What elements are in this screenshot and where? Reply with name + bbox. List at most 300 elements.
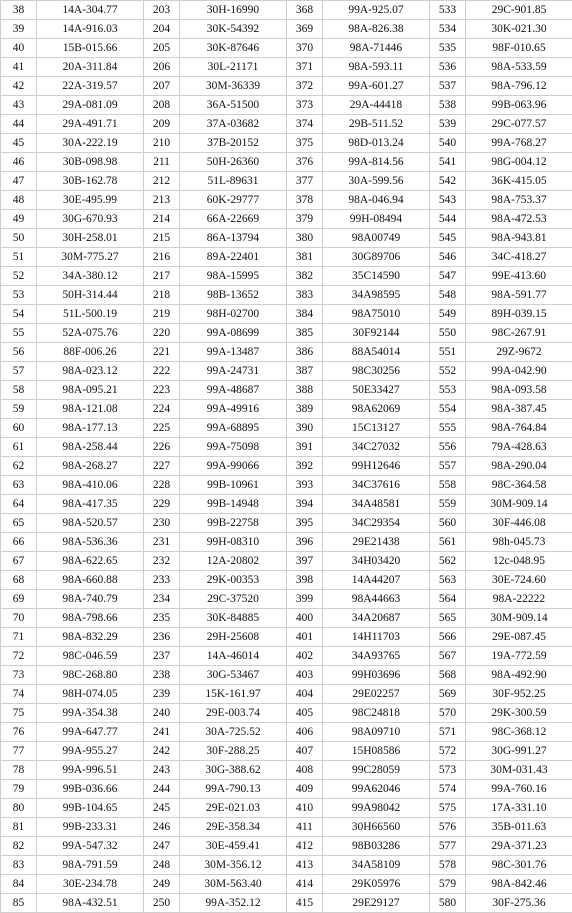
index-cell: 218 (144, 286, 180, 305)
plate-cell: 30K-021.30 (466, 20, 572, 39)
plate-cell: 30B-162.78 (37, 172, 144, 191)
plate-cell: 98A-093.58 (466, 381, 572, 400)
index-cell: 368 (287, 1, 323, 20)
index-cell: 52 (1, 267, 37, 286)
index-cell: 537 (430, 77, 466, 96)
plate-cell: 35B-011.63 (466, 818, 572, 837)
plate-cell: 99A-354.38 (37, 704, 144, 723)
index-cell: 549 (430, 305, 466, 324)
index-cell: 62 (1, 457, 37, 476)
plate-cell: 98A-268.27 (37, 457, 144, 476)
plate-cell: 89H-039.15 (466, 305, 572, 324)
index-cell: 240 (144, 704, 180, 723)
table-row (1, 381, 572, 400)
index-cell: 41 (1, 58, 37, 77)
index-cell: 375 (287, 134, 323, 153)
index-cell: 226 (144, 438, 180, 457)
index-cell: 398 (287, 571, 323, 590)
plate-cell: 89A-22401 (180, 248, 287, 267)
index-cell: 232 (144, 552, 180, 571)
plate-cell: 14A-46014 (180, 647, 287, 666)
plate-cell: 30E-495.99 (37, 191, 144, 210)
index-cell: 42 (1, 77, 37, 96)
plate-cell: 98A-591.77 (466, 286, 572, 305)
plate-cell: 30K-54392 (180, 20, 287, 39)
table-row (1, 210, 572, 229)
plate-cell: 30M-031.43 (466, 761, 572, 780)
index-cell: 385 (287, 324, 323, 343)
plate-cell: 30F-952.25 (466, 685, 572, 704)
plate-cell: 15C13127 (323, 419, 430, 438)
plate-cell: 98C-364.58 (466, 476, 572, 495)
index-cell: 80 (1, 799, 37, 818)
plate-cell: 98A-023.12 (37, 362, 144, 381)
table-row (1, 533, 572, 552)
table-row (1, 742, 572, 761)
table-row (1, 590, 572, 609)
plate-cell: 98A-258.44 (37, 438, 144, 457)
plate-cell: 15K-161.97 (180, 685, 287, 704)
table-row (1, 77, 572, 96)
table-row (1, 115, 572, 134)
index-cell: 235 (144, 609, 180, 628)
table-row (1, 837, 572, 856)
plate-cell: 50H-314.44 (37, 286, 144, 305)
index-cell: 401 (287, 628, 323, 647)
plate-cell: 12c-048.95 (466, 552, 572, 571)
plate-cell: 99H12646 (323, 457, 430, 476)
table-row (1, 552, 572, 571)
index-cell: 556 (430, 438, 466, 457)
plate-cell: 30M-909.14 (466, 609, 572, 628)
index-cell: 540 (430, 134, 466, 153)
index-cell: 233 (144, 571, 180, 590)
plate-cell: 98D-013.24 (323, 134, 430, 153)
index-cell: 222 (144, 362, 180, 381)
plate-cell: 99B-14948 (180, 495, 287, 514)
table-row (1, 20, 572, 39)
index-cell: 79 (1, 780, 37, 799)
table-row (1, 761, 572, 780)
plate-cell: 98B03286 (323, 837, 430, 856)
index-cell: 563 (430, 571, 466, 590)
index-cell: 576 (430, 818, 466, 837)
plate-cell: 99A-547.32 (37, 837, 144, 856)
plate-cell: 29C-901.85 (466, 1, 572, 20)
plate-cell: 34A58109 (323, 856, 430, 875)
plate-cell: 99A-08699 (180, 324, 287, 343)
plate-cell: 14A-304.77 (37, 1, 144, 20)
index-cell: 229 (144, 495, 180, 514)
index-cell: 566 (430, 628, 466, 647)
index-cell: 234 (144, 590, 180, 609)
index-cell: 376 (287, 153, 323, 172)
index-cell: 81 (1, 818, 37, 837)
plate-cell: 98A-791.59 (37, 856, 144, 875)
plate-cell: 99A-996.51 (37, 761, 144, 780)
index-cell: 210 (144, 134, 180, 153)
plate-cell: 98A-417.35 (37, 495, 144, 514)
index-cell: 74 (1, 685, 37, 704)
index-cell: 557 (430, 457, 466, 476)
plate-cell: 98A-842.46 (466, 875, 572, 894)
plate-cell: 99A-75098 (180, 438, 287, 457)
index-cell: 391 (287, 438, 323, 457)
index-cell: 64 (1, 495, 37, 514)
index-cell: 539 (430, 115, 466, 134)
table-row (1, 324, 572, 343)
plate-cell: 98A09710 (323, 723, 430, 742)
index-cell: 547 (430, 267, 466, 286)
plate-cell: 34C37616 (323, 476, 430, 495)
plate-cell: 30A-222.19 (37, 134, 144, 153)
plate-cell: 98A-740.79 (37, 590, 144, 609)
plate-cell: 29E-087.45 (466, 628, 572, 647)
index-cell: 65 (1, 514, 37, 533)
plate-cell: 34C29354 (323, 514, 430, 533)
index-cell: 244 (144, 780, 180, 799)
table-row (1, 856, 572, 875)
plate-cell: 30G-388.62 (180, 761, 287, 780)
index-cell: 247 (144, 837, 180, 856)
index-cell: 384 (287, 305, 323, 324)
plate-cell: 29K-300.59 (466, 704, 572, 723)
table-row (1, 96, 572, 115)
index-cell: 411 (287, 818, 323, 837)
index-cell: 410 (287, 799, 323, 818)
index-cell: 374 (287, 115, 323, 134)
plate-cell: 98A-520.57 (37, 514, 144, 533)
index-cell: 413 (287, 856, 323, 875)
plate-cell: 98A75010 (323, 305, 430, 324)
table-row (1, 647, 572, 666)
index-cell: 38 (1, 1, 37, 20)
plate-cell: 29B-511.52 (323, 115, 430, 134)
plate-cell: 98A-492.90 (466, 666, 572, 685)
index-cell: 248 (144, 856, 180, 875)
index-cell: 543 (430, 191, 466, 210)
table-row (1, 476, 572, 495)
index-cell: 533 (430, 1, 466, 20)
plate-cell: 20A-311.84 (37, 58, 144, 77)
index-cell: 408 (287, 761, 323, 780)
plate-cell: 60K-29777 (180, 191, 287, 210)
index-cell: 237 (144, 647, 180, 666)
index-cell: 85 (1, 894, 37, 913)
index-cell: 67 (1, 552, 37, 571)
index-cell: 71 (1, 628, 37, 647)
plate-cell: 98A-387.45 (466, 400, 572, 419)
index-cell: 217 (144, 267, 180, 286)
plate-cell: 98A-660.88 (37, 571, 144, 590)
plate-cell: 34A93765 (323, 647, 430, 666)
plate-cell: 36K-415.05 (466, 172, 572, 191)
plate-cell: 30G89706 (323, 248, 430, 267)
plate-cell: 98h-045.73 (466, 533, 572, 552)
plate-cell: 99A-24731 (180, 362, 287, 381)
plate-cell: 98C24818 (323, 704, 430, 723)
plate-cell: 99A-99066 (180, 457, 287, 476)
plate-cell: 30K-87646 (180, 39, 287, 58)
index-cell: 561 (430, 533, 466, 552)
plate-cell: 29E02257 (323, 685, 430, 704)
index-cell: 399 (287, 590, 323, 609)
plate-cell: 99A-13487 (180, 343, 287, 362)
index-cell: 59 (1, 400, 37, 419)
plate-cell: 30B-098.98 (37, 153, 144, 172)
plate-cell: 98A-764.84 (466, 419, 572, 438)
table-row (1, 39, 572, 58)
plate-cell: 98A-432.51 (37, 894, 144, 913)
plate-cell: 98A44663 (323, 590, 430, 609)
plate-cell: 52A-075.76 (37, 324, 144, 343)
index-cell: 560 (430, 514, 466, 533)
plate-cell: 98A-290.04 (466, 457, 572, 476)
plate-cell: 51L-500.19 (37, 305, 144, 324)
index-cell: 390 (287, 419, 323, 438)
plate-cell: 29A-371.23 (466, 837, 572, 856)
index-cell: 225 (144, 419, 180, 438)
index-cell: 84 (1, 875, 37, 894)
plate-cell: 37A-03682 (180, 115, 287, 134)
plate-cell: 99A-760.16 (466, 780, 572, 799)
table-row (1, 343, 572, 362)
plate-cell: 98C-268.80 (37, 666, 144, 685)
plate-cell: 98A-472.53 (466, 210, 572, 229)
index-cell: 553 (430, 381, 466, 400)
index-cell: 559 (430, 495, 466, 514)
plate-cell: 88A54014 (323, 343, 430, 362)
index-cell: 388 (287, 381, 323, 400)
table-row (1, 894, 572, 913)
plate-cell: 98C-368.12 (466, 723, 572, 742)
index-cell: 577 (430, 837, 466, 856)
table-row (1, 229, 572, 248)
plate-cell: 99A-647.77 (37, 723, 144, 742)
plate-cell: 29E-003.74 (180, 704, 287, 723)
index-cell: 571 (430, 723, 466, 742)
index-cell: 216 (144, 248, 180, 267)
index-cell: 43 (1, 96, 37, 115)
index-cell: 241 (144, 723, 180, 742)
plate-cell: 34A48581 (323, 495, 430, 514)
table-row (1, 134, 572, 153)
plate-cell: 79A-428.63 (466, 438, 572, 457)
table-row (1, 1, 572, 20)
index-cell: 73 (1, 666, 37, 685)
index-cell: 48 (1, 191, 37, 210)
plate-cell: 98C30256 (323, 362, 430, 381)
index-cell: 573 (430, 761, 466, 780)
index-cell: 66 (1, 533, 37, 552)
plate-cell: 98A-410.06 (37, 476, 144, 495)
plate-cell: 29E29127 (323, 894, 430, 913)
plate-cell: 98A-22222 (466, 590, 572, 609)
index-cell: 386 (287, 343, 323, 362)
index-cell: 382 (287, 267, 323, 286)
table-row (1, 153, 572, 172)
index-cell: 50 (1, 229, 37, 248)
plate-cell: 98A-046.94 (323, 191, 430, 210)
plate-cell: 98A-71446 (323, 39, 430, 58)
plate-cell: 30M-775.27 (37, 248, 144, 267)
plate-cell: 30K-84885 (180, 609, 287, 628)
table-row (1, 457, 572, 476)
index-cell: 57 (1, 362, 37, 381)
index-cell: 56 (1, 343, 37, 362)
plate-cell: 66A-22669 (180, 210, 287, 229)
index-cell: 51 (1, 248, 37, 267)
plate-cell: 99B-10961 (180, 476, 287, 495)
table-row (1, 780, 572, 799)
index-cell: 371 (287, 58, 323, 77)
plate-cell: 51L-89631 (180, 172, 287, 191)
index-cell: 558 (430, 476, 466, 495)
index-cell: 209 (144, 115, 180, 134)
index-cell: 228 (144, 476, 180, 495)
plate-cell: 30F-275.36 (466, 894, 572, 913)
plate-cell: 98H-074.05 (37, 685, 144, 704)
index-cell: 575 (430, 799, 466, 818)
index-cell: 551 (430, 343, 466, 362)
index-cell: 47 (1, 172, 37, 191)
index-cell: 377 (287, 172, 323, 191)
plate-cell: 22A-319.57 (37, 77, 144, 96)
plate-cell: 98A-832.29 (37, 628, 144, 647)
index-cell: 565 (430, 609, 466, 628)
plate-cell: 36A-51500 (180, 96, 287, 115)
plate-cell: 98H-02700 (180, 305, 287, 324)
plate-cell: 19A-772.59 (466, 647, 572, 666)
plate-cell: 98A-826.38 (323, 20, 430, 39)
index-cell: 409 (287, 780, 323, 799)
plate-cell: 86A-13794 (180, 229, 287, 248)
plate-cell: 98A-796.12 (466, 77, 572, 96)
plate-cell: 34A-380.12 (37, 267, 144, 286)
plate-cell: 29E21438 (323, 533, 430, 552)
index-cell: 405 (287, 704, 323, 723)
plate-cell: 98F-010.65 (466, 39, 572, 58)
index-cell: 206 (144, 58, 180, 77)
index-cell: 245 (144, 799, 180, 818)
index-cell: 45 (1, 134, 37, 153)
table-row (1, 609, 572, 628)
plate-cell: 15H08586 (323, 742, 430, 761)
plate-cell: 29K05976 (323, 875, 430, 894)
index-cell: 221 (144, 343, 180, 362)
index-cell: 203 (144, 1, 180, 20)
index-cell: 535 (430, 39, 466, 58)
index-cell: 570 (430, 704, 466, 723)
plate-cell: 99B-104.65 (37, 799, 144, 818)
index-cell: 68 (1, 571, 37, 590)
index-cell: 580 (430, 894, 466, 913)
index-cell: 204 (144, 20, 180, 39)
index-cell: 369 (287, 20, 323, 39)
index-cell: 370 (287, 39, 323, 58)
index-cell: 394 (287, 495, 323, 514)
plate-cell: 30M-563.40 (180, 875, 287, 894)
index-cell: 223 (144, 381, 180, 400)
table-row (1, 248, 572, 267)
table-row (1, 58, 572, 77)
index-cell: 215 (144, 229, 180, 248)
plate-cell: 98A-15995 (180, 267, 287, 286)
index-cell: 412 (287, 837, 323, 856)
index-cell: 243 (144, 761, 180, 780)
plate-cell: 99H-08310 (180, 533, 287, 552)
plate-cell: 30M-356.12 (180, 856, 287, 875)
index-cell: 227 (144, 457, 180, 476)
plate-cell: 88F-006.26 (37, 343, 144, 362)
table-row (1, 305, 572, 324)
table-row (1, 191, 572, 210)
index-cell: 220 (144, 324, 180, 343)
index-cell: 82 (1, 837, 37, 856)
index-cell: 544 (430, 210, 466, 229)
index-cell: 60 (1, 419, 37, 438)
index-cell: 389 (287, 400, 323, 419)
plate-cell: 30F92144 (323, 324, 430, 343)
plate-cell: 99A62046 (323, 780, 430, 799)
plate-cell: 99A-768.27 (466, 134, 572, 153)
plate-cell: 98A-533.59 (466, 58, 572, 77)
table-row (1, 875, 572, 894)
plate-cell: 15B-015.66 (37, 39, 144, 58)
plate-cell: 99A-042.90 (466, 362, 572, 381)
index-cell: 214 (144, 210, 180, 229)
index-cell: 78 (1, 761, 37, 780)
index-cell: 230 (144, 514, 180, 533)
index-cell: 534 (430, 20, 466, 39)
plate-cell: 30M-36339 (180, 77, 287, 96)
plate-cell: 29E-021.03 (180, 799, 287, 818)
index-cell: 207 (144, 77, 180, 96)
table-row (1, 267, 572, 286)
table-row (1, 514, 572, 533)
index-cell: 76 (1, 723, 37, 742)
plate-cell: 99B-063.96 (466, 96, 572, 115)
plate-cell: 98C-301.76 (466, 856, 572, 875)
plate-cell: 30H66560 (323, 818, 430, 837)
plate-cell: 99A-49916 (180, 400, 287, 419)
plate-cell: 30G-670.93 (37, 210, 144, 229)
plate-cell: 30H-258.01 (37, 229, 144, 248)
plate-cell: 99A98042 (323, 799, 430, 818)
table-row (1, 172, 572, 191)
table-row (1, 723, 572, 742)
index-cell: 567 (430, 647, 466, 666)
index-cell: 205 (144, 39, 180, 58)
index-cell: 562 (430, 552, 466, 571)
plate-cell: 99C28059 (323, 761, 430, 780)
plate-cell: 34A20687 (323, 609, 430, 628)
index-cell: 541 (430, 153, 466, 172)
table-row (1, 495, 572, 514)
index-cell: 53 (1, 286, 37, 305)
index-cell: 39 (1, 20, 37, 39)
plate-cell: 29E-358.34 (180, 818, 287, 837)
index-cell: 404 (287, 685, 323, 704)
index-cell: 70 (1, 609, 37, 628)
index-cell: 49 (1, 210, 37, 229)
plate-cell: 99A-352.12 (180, 894, 287, 913)
index-cell: 395 (287, 514, 323, 533)
plate-cell: 98C-267.91 (466, 324, 572, 343)
table-row (1, 666, 572, 685)
index-cell: 72 (1, 647, 37, 666)
index-cell: 63 (1, 476, 37, 495)
